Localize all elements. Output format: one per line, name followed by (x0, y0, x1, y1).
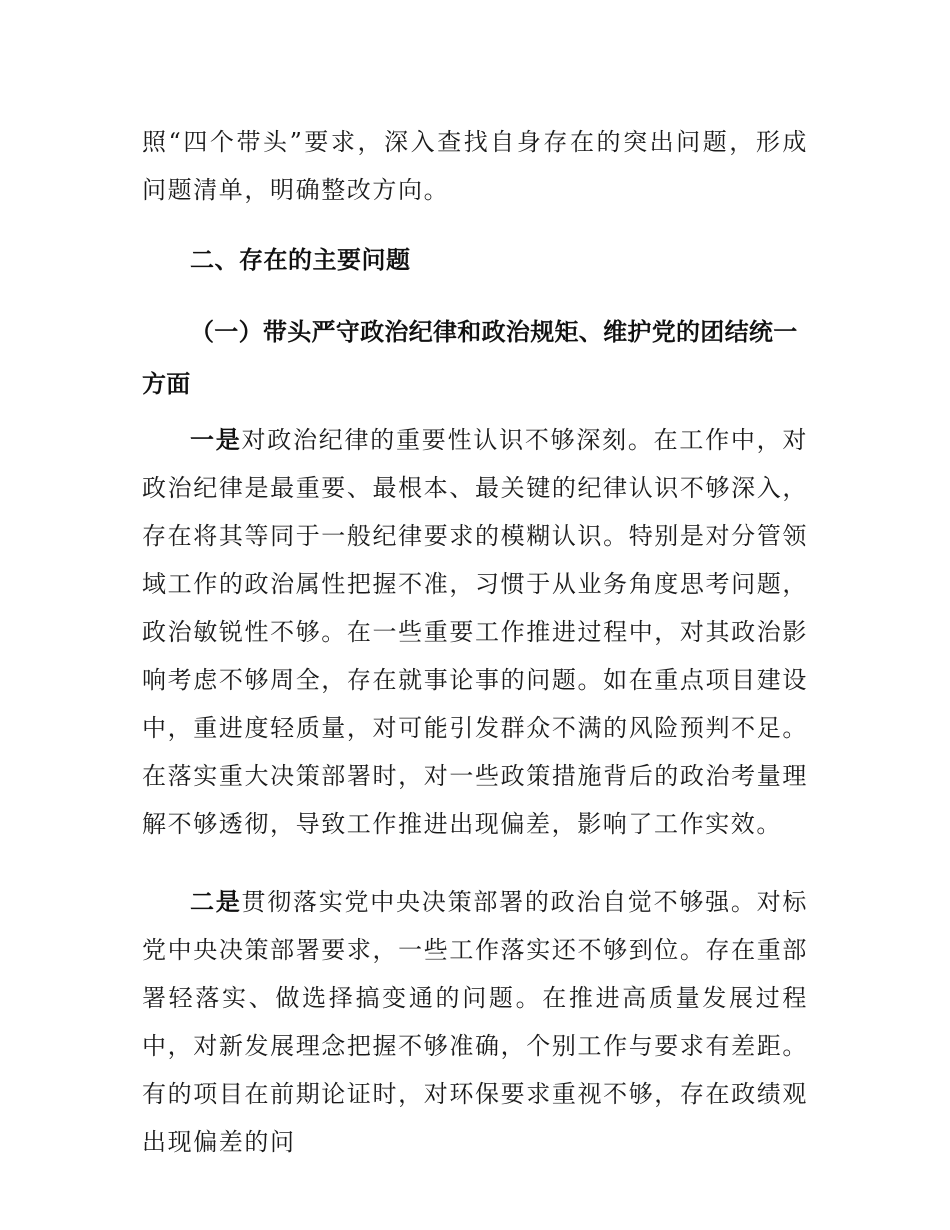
continued-paragraph: 照“四个带头”要求，深入查找自身存在的突出问题，形成问题清单，明确整改方向。 (142, 128, 808, 204)
item-lead-label: 二是 (190, 888, 242, 916)
item-paragraph-two (142, 878, 808, 1166)
item-paragraph-one (142, 416, 808, 848)
item-body-text: 贯彻落实党中央决策部署的政治自觉不够强。对标党中央决策部署要求，一些工作落实还不够到位。存在重部署轻落实、做选择搞变通的问题。在推进高质量发展过程中，对新发展理念把握不够准确，个别工作与要求有差距。有的项目在前期论证时，对环保要求重视不够，存在政绩观出现偏差的问 (142, 888, 808, 1156)
item-lead-label: 一是 (190, 426, 242, 454)
subsection-heading: （一）带头严守政治纪律和政治规矩、维护党的团结统一方面 (142, 318, 798, 398)
section-heading: 二、存在的主要问题 (190, 246, 411, 274)
item-body-text: 对政治纪律的重要性认识不够深刻。在工作中，对政治纪律是最重要、最根本、最关键的纪律认识不够深入，存在将其等同于一般纪律要求的模糊认识。特别是对分管领域工作的政治属性把握不准，习惯于从业务角度思考问题，政治敏锐性不够。在一些重要工作推进过程中，对其政治影响考虑不够周全，存在就事论事的问题。如在重点项目建设中，重进度轻质量，对可能引发群众不满的风险预判不足。在落实重大决策部署时，对一些政策措施背后的政治考量理解不够透彻，导致工作推进出现偏差，影响了工作实效。 (142, 426, 808, 838)
